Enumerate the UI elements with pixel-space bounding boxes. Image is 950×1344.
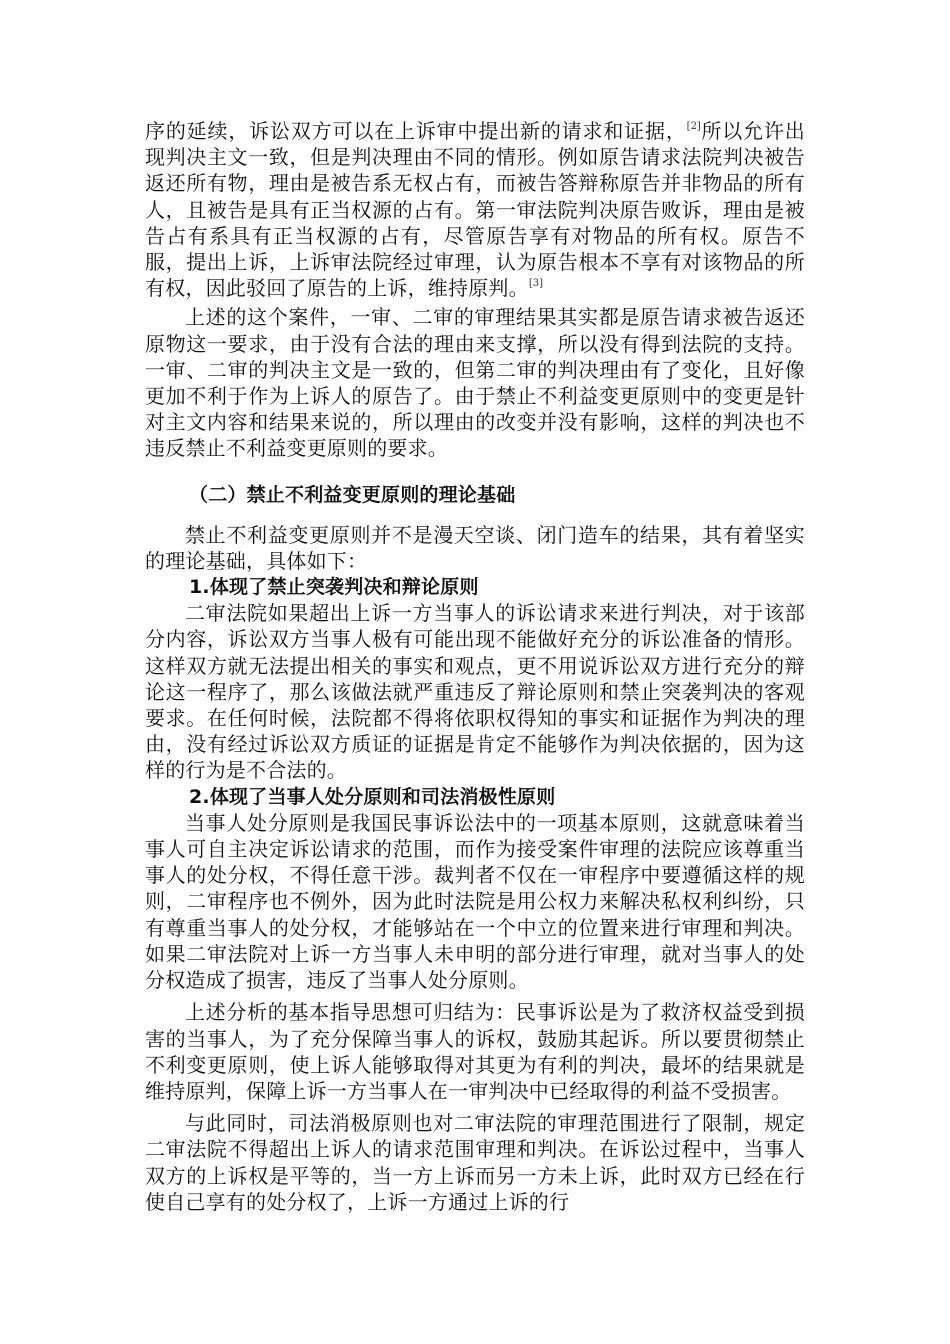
subsection-heading-2: 2.体现了当事人处分原则和司法消极性原则 xyxy=(189,785,556,808)
paragraph-text: 所以允许出现判决主文一致，但是判决理由不同的情形。例如原告请求法院判决被告返还所有物，理由是被告系无权占有，而被告答辩称原告并非物品的所有人，且被告是具有正当权源的占有。第一审法院判决原告败诉，理由是被告占有系具有正当权源的占有，尽管原告享有对物品的所有权。原告不服，提出上诉，上诉审法院经过审理，认为原告根本不享有对该物品的所有权，因此驳回了原告的上诉，维持原判。 xyxy=(145,119,806,301)
paragraph-text: 序的延续，诉讼双方可以在上诉审中提出新的请求和证据， xyxy=(145,119,687,143)
paragraph-debate-principle: 二审法院如果超出上诉一方当事人的诉讼请求来进行判决，对于该部分内容，诉讼双方当事人极有可能出现不能做好充分的诉讼准备的情形。这样双方就无法提出相关的事实和观点，更不用说诉讼双方进行充分的辩论这一程序了，那么该做法就严重违反了辩论原则和禁止突袭判决的客观要求。在任何时候，法院都不得将依职权得知的事实和证据作为判决的理由，没有经过诉讼双方质证的证据是肯定不能够作为判决依据的，因为这样的行为是不合法的。 xyxy=(145,601,805,783)
paragraph-continuation xyxy=(145,118,805,301)
section-heading: （二）禁止不利益变更原则的理论基础 xyxy=(189,483,516,506)
paragraph-guiding-idea: 上述分析的基本指导思想可归结为：民事诉讼是为了救济权益受到损害的当事人，为了充分保障当事人的诉权，鼓励其起诉。所以要贯彻禁止不利变更原则，使上诉人能够取得对其更为有利的判决，最坏的结果就是维持原判，保障上诉一方当事人在一审判决中已经取得的利益不受损害。 xyxy=(145,1000,805,1103)
citation-ref: [3] xyxy=(528,278,543,290)
paragraph-intro: 禁止不利益变更原则并不是漫天空谈、闭门造车的结果，其有着坚实的理论基础，具体如下： xyxy=(145,522,805,573)
paragraph-case-analysis: 上述的这个案件，一审、二审的审理结果其实都是原告请求被告返还原物这一要求，由于没有合法的理由来支撑，所以没有得到法院的支持。一审、二审的判决主文是一致的，但第二审的判决理由有了变化，且好像更加不利于作为上诉人的原告了。由于禁止不利益变更原则中的变更是针对主文内容和结果来说的，所以理由的改变并没有影响，这样的判决也不违反禁止不利益变更原则的要求。 xyxy=(145,305,805,461)
citation-ref: [2] xyxy=(686,121,701,132)
subsection-heading-1: 1.体现了禁止突袭判决和辩论原则 xyxy=(189,576,479,599)
paragraph-disposition-principle: 当事人处分原则是我国民事诉讼法中的一项基本原则，这就意味着当事人可自主决定诉讼请求的范围，而作为接受案件审理的法院应该尊重当事人的处分权，不得任意干涉。裁判者不仅在一审程序中要遵循这样的规则，二审程序也不例外，因为此时法院是用公权力来解决私权利纠纷，只有尊重当事人的处分权，才能够站在一个中立的位置来进行审理和判决。如果二审法院对上诉一方当事人未申明的部分进行审理，就对当事人的处分权造成了损害，违反了当事人处分原则。 xyxy=(145,810,805,993)
paragraph-judicial-passivity: 与此同时，司法消极原则也对二审法院的审理范围进行了限制，规定二审法院不得超出上诉人的请求范围审理和判决。在诉讼过程中，当事人双方的上诉权是平等的，当一方上诉而另一方未上诉，此时双方已经在行使自己享有的处分权了，上诉一方通过上诉的行 xyxy=(145,1111,805,1214)
document-page xyxy=(145,118,805,1215)
